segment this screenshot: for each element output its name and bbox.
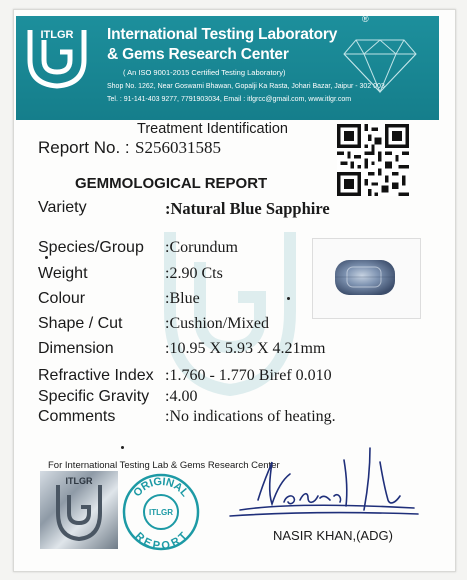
shape-cut-label: Shape / Cut <box>38 315 123 332</box>
qr-code <box>337 124 409 196</box>
signer-name: NASIR KHAN,(ADG) <box>273 528 393 543</box>
hologram-sticker <box>40 471 118 549</box>
registered-mark: ® <box>362 14 369 24</box>
weight-label: Weight <box>38 265 88 282</box>
lab-name-line2: & Gems Research Center <box>107 46 289 63</box>
scan-dot <box>121 446 124 449</box>
refractive-index-value: :1.760 - 1.770 Biref 0.010 <box>165 367 332 384</box>
sapphire-image <box>313 239 420 318</box>
comments-label: Comments <box>38 408 116 425</box>
seal-mid-text: ITLGR <box>149 508 173 517</box>
dimension-value: :10.95 X 5.93 X 4.21mm <box>165 340 326 357</box>
colour-value: :Blue <box>165 290 200 307</box>
colour-label: Colour <box>38 290 86 307</box>
specific-gravity-value: :4.00 <box>165 388 198 405</box>
dimension-label: Dimension <box>38 340 114 357</box>
lab-contact: Tel. : 91-141-403 9277, 7791903034, Email : itlgrcc@gmail.com, www.itlgr.com <box>107 96 352 103</box>
lab-name-line1: International Testing Laboratory <box>107 26 338 43</box>
iso-certification: ( An ISO 9001-2015 Certified Testing Laboratory) <box>123 68 286 77</box>
scan-dot <box>287 297 290 300</box>
hologram-text: ITLGR <box>65 476 93 486</box>
itlgr-logo <box>22 24 92 90</box>
variety-label: Variety <box>38 199 87 216</box>
original-report-seal <box>122 473 200 551</box>
comments-value: :No indications of heating. <box>165 408 336 425</box>
seal-top-text: ORIGINAL <box>131 475 191 500</box>
refractive-index-label: Refractive Index <box>38 367 154 384</box>
shape-cut-value: :Cushion/Mixed <box>165 315 270 332</box>
report-number-label: Report No. : <box>38 138 130 157</box>
weight-value: :2.90 Cts <box>165 265 223 282</box>
lab-header <box>16 16 439 120</box>
lab-address: Shop No. 1262, Near Goswami Bhawan, Gopalji Ka Rasta, Johari Bazar, Jaipur - 302 003 <box>107 83 385 90</box>
for-lab-line: For International Testing Lab & Gems Research Center <box>48 460 280 471</box>
variety-value: :Natural Blue Sapphire <box>165 199 330 218</box>
logo-text: ITLGR <box>40 29 74 41</box>
specific-gravity-label: Specific Gravity <box>38 388 150 405</box>
seal-bottom-text: REPORT <box>132 530 190 551</box>
gemstone-photo <box>312 238 421 319</box>
diamond-icon <box>342 36 418 94</box>
scan-dot <box>45 256 48 259</box>
species-value: :Corundum <box>165 239 238 256</box>
species-label: Species/Group <box>38 239 144 256</box>
report-number: S256031585 <box>135 138 221 157</box>
signature <box>220 440 420 522</box>
treatment-identification: Treatment Identification <box>137 121 288 137</box>
report-title: GEMMOLOGICAL REPORT <box>75 175 268 192</box>
